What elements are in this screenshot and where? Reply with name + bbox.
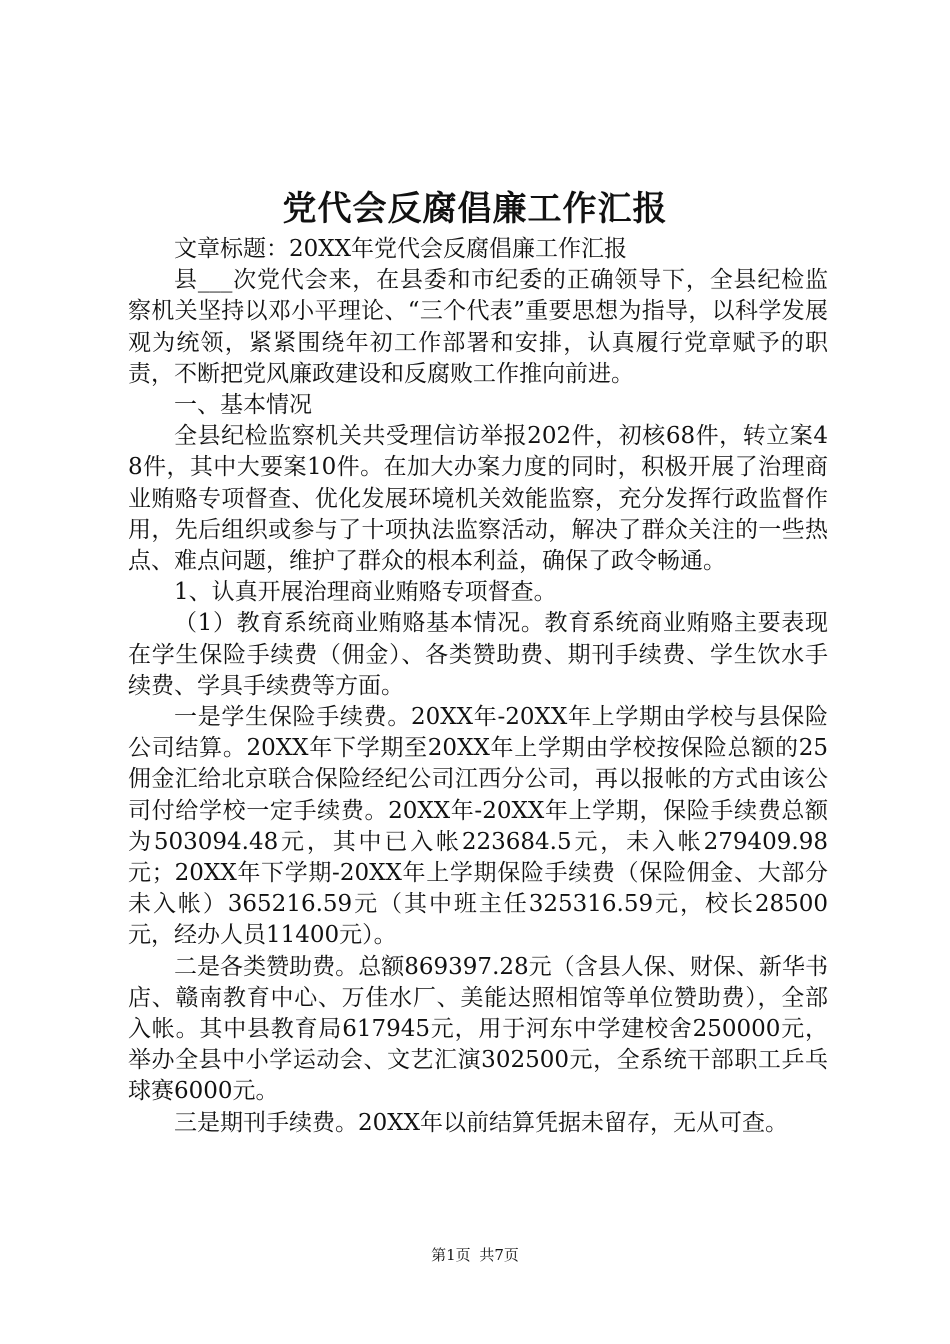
section-heading-basic: 一、基本情况 [174, 392, 312, 419]
page-footer [0, 1243, 950, 1267]
subsection-heading-1: 1、认真开展治理商业贿赂专项督查。 [174, 579, 557, 606]
article-title-line: 文章标题：20XX年党代会反腐倡廉工作汇报 [174, 236, 628, 262]
intro-paragraph: 县___次党代会来，在县委和市纪委的正确领导下，全县纪检监察机关坚持以邓小平理论、“三个代表”重要思想为指导，以科学发展观为统领，紧紧围绕年初工作部署和安排，认真履行党章赋予的职责，不断把党风廉政建设和反腐败工作推向前进。 [128, 267, 828, 387]
education-bribery-paragraph: （1）教育系统商业贿赂基本情况。教育系统商业贿赂主要表现在学生保险手续费（佣金）、各类赞助费、期刊手续费、学生饮水手续费、学具手续费等方面。 [128, 610, 828, 699]
insurance-fee-paragraph: 一是学生保险手续费。20XX年-20XX年上学期由学校与县保险公司结算。20XX年下学期至20XX年上学期由学校按保险总额的25佣金汇给北京联合保险经纪公司江西分公司，再以报帐的方式由该公司付给学校一定手续费。20XX年-20XX年上学期，保险手续费总额为503094.48元，其中已入帐223684.5元，未入帐279409.98元；20XX年下学期-20XX年上学期保险手续费（保险佣金、大部分未入帐）365216.59元（其中班主任325316.59元，校长28500元，经办人员11400元）。 [128, 704, 828, 949]
page-number: 第1页 [431, 1246, 471, 1264]
document-body [128, 234, 828, 1139]
basic-situation-paragraph: 全县纪检监察机关共受理信访举报202件，初核68件，转立案48件，其中大要案10件。在加大办案力度的同时，积极开展了治理商业贿赂专项督查、优化发展环境机关效能监察，充分发挥行政监督作用，先后组织或参与了十项执法监察活动，解决了群众关注的一些热点、难点问题，维护了群众的根本利益，确保了政令畅通。 [128, 423, 828, 575]
page-total: 共7页 [479, 1246, 519, 1264]
periodical-fee-paragraph: 三是期刊手续费。20XX年以前结算凭据未留存，无从可查。 [174, 1109, 789, 1136]
document-title: 党代会反腐倡廉工作汇报 [282, 189, 668, 229]
sponsorship-fee-paragraph: 二是各类赞助费。总额869397.28元（含县人保、财保、新华书店、赣南教育中心、万佳水厂、美能达照相馆等单位赞助费），全部入帐。其中县教育局617945元，用于河东中学建校舍250000元，举办全县中小学运动会、文艺汇演302500元，全系统干部职工乒乓球赛6000元。 [128, 953, 828, 1105]
